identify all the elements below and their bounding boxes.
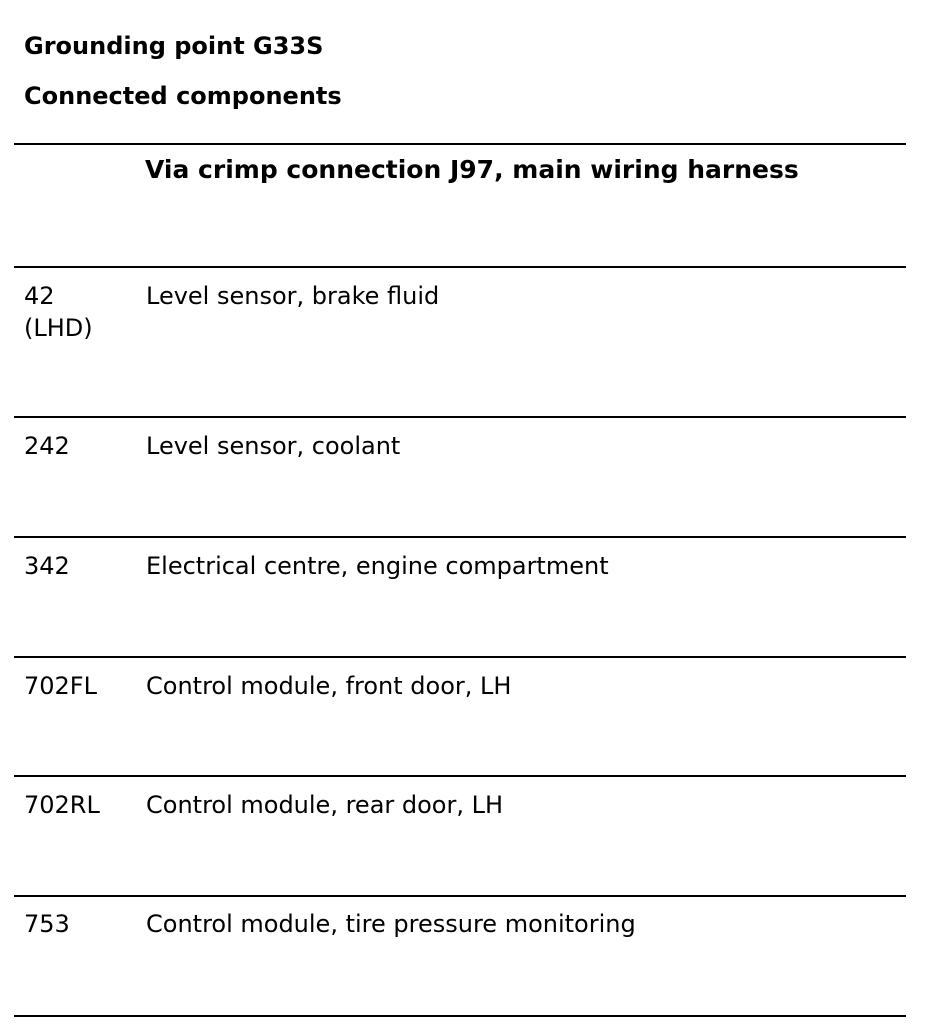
- component-description: Level sensor, brake fluid: [146, 282, 440, 310]
- group-header: Via crimp connection J97, main wiring harness: [145, 155, 799, 184]
- component-code-number: 702FL: [24, 672, 97, 700]
- table-divider: [14, 895, 906, 897]
- table-divider: [14, 656, 906, 658]
- table-divider: [14, 416, 906, 418]
- table-divider: [14, 1015, 906, 1017]
- table-divider: [14, 143, 906, 145]
- component-description: Electrical centre, engine compartment: [146, 552, 609, 580]
- page-title: Grounding point G33S: [24, 32, 324, 60]
- component-code-number: 242: [24, 432, 70, 460]
- component-description: Control module, tire pressure monitoring: [146, 910, 636, 938]
- component-code-number: 42: [24, 282, 55, 310]
- component-description: Control module, rear door, LH: [146, 791, 504, 819]
- component-code: [24, 670, 97, 702]
- table-divider: [14, 536, 906, 538]
- component-code-number: 342: [24, 552, 70, 580]
- component-code-number: 702RL: [24, 791, 100, 819]
- component-code: [24, 280, 93, 344]
- table-divider: [14, 266, 906, 268]
- page-subtitle: Connected components: [24, 82, 342, 110]
- table-divider: [14, 775, 906, 777]
- component-code: [24, 430, 70, 462]
- component-description: Level sensor, coolant: [146, 432, 401, 460]
- component-code-number: 753: [24, 910, 70, 938]
- component-code: [24, 550, 70, 582]
- component-description: Control module, front door, LH: [146, 672, 512, 700]
- component-code: [24, 789, 100, 821]
- component-code: [24, 908, 70, 940]
- component-code-note: (LHD): [24, 314, 93, 342]
